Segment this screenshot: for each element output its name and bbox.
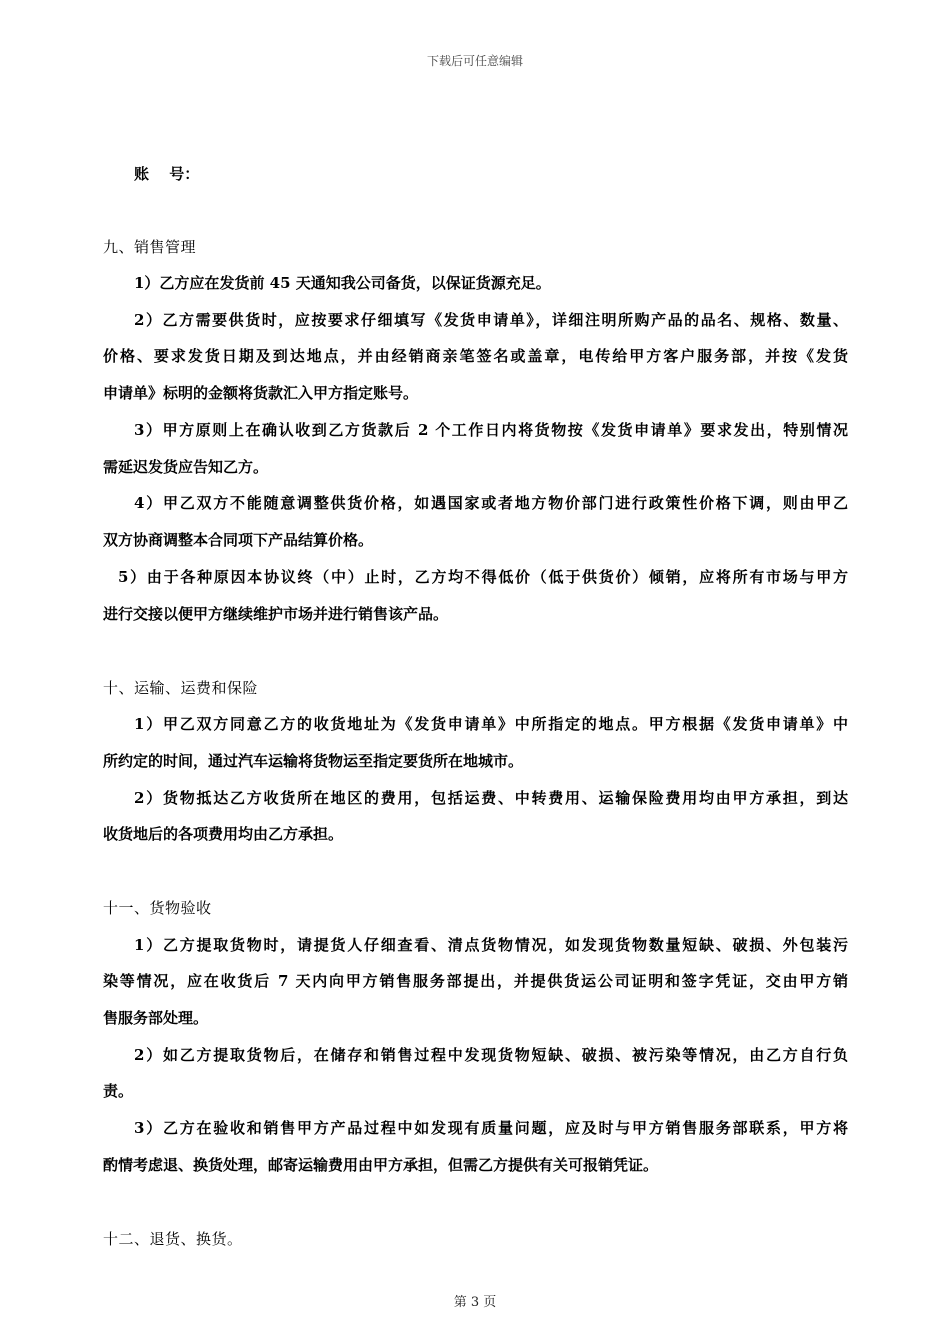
paragraph-line: 责。 — [103, 1082, 134, 1100]
paragraph-line: 3）乙方在验收和销售甲方产品过程中如发现有质量问题，应及时与甲方销售服务部联系，甲方将 — [134, 1119, 848, 1137]
paragraph-line: 2）货物抵达乙方收货所在地区的费用，包括运费、中转费用、运输保险费用均由甲方承担，到达 — [134, 789, 848, 807]
paragraph-line: 4）甲乙双方不能随意调整供货价格，如遇国家或者地方物价部门进行政策性价格下调，则由甲乙 — [134, 494, 848, 512]
paragraph-line: 5）由于各种原因本协议终（中）止时，乙方均不得低价（低于供货价）倾销，应将所有市场与甲方 — [118, 568, 848, 586]
section-heading-11: 十一、货物验收 — [103, 899, 212, 917]
paragraph-line: 2）乙方需要供货时，应按要求仔细填写《发货申请单》，详细注明所购产品的品名、规格、数量、 — [134, 311, 848, 329]
section-heading-12: 十二、退货、换货。 — [103, 1230, 243, 1248]
paragraph-line: 所约定的时间，通过汽车运输将货物运至指定要货所在地城市。 — [103, 752, 524, 770]
section-heading-9: 九、销售管理 — [103, 238, 197, 256]
paragraph-line: 需延迟发货应告知乙方。 — [103, 458, 269, 476]
paragraph-line: 酌情考虑退、换货处理，邮寄运输费用由甲方承担，但需乙方提供有关可报销凭证。 — [103, 1156, 659, 1174]
paragraph-line: 1）甲乙双方同意乙方的收货地址为《发货申请单》中所指定的地点。甲方根据《发货申请单》中 — [134, 715, 848, 733]
paragraph-line: 收货地后的各项费用均由乙方承担。 — [103, 825, 344, 843]
section-heading-10: 十、运输、运费和保险 — [103, 679, 259, 697]
account-label: 账 号： — [134, 165, 200, 183]
paragraph-line: 售服务部处理。 — [103, 1009, 209, 1027]
paragraph-line: 3）甲方原则上在确认收到乙方货款后 2 个工作日内将货物按《发货申请单》要求发出，特别情况 — [134, 421, 848, 439]
paragraph-line: 1）乙方提取货物时，请提货人仔细查看、清点货物情况，如发现货物数量短缺、破损、外包装污 — [134, 936, 848, 954]
page-number: 第 3 页 — [453, 1295, 497, 1310]
paragraph-line: 申请单》标明的金额将货款汇入甲方指定账号。 — [103, 384, 419, 402]
paragraph-line: 双方协商调整本合同项下产品结算价格。 — [103, 531, 374, 549]
paragraph-line: 染等情况，应在收货后 7 天内向甲方销售服务部提出，并提供货运公司证明和签字凭证，交由甲方销 — [103, 972, 848, 990]
page-header: 下载后可任意编辑 — [426, 54, 523, 68]
paragraph-line: 1）乙方应在发货前 45 天通知我公司备货，以保证货源充足。 — [134, 274, 551, 292]
paragraph-line: 2）如乙方提取货物后，在储存和销售过程中发现货物短缺、破损、被污染等情况，由乙方自行负 — [134, 1046, 848, 1064]
paragraph-line: 进行交接以便甲方继续维护市场并进行销售该产品。 — [103, 605, 449, 623]
paragraph-line: 价格、要求发货日期及到达地点，并由经销商亲笔签名或盖章，电传给甲方客户服务部，并按《发货 — [103, 347, 848, 365]
